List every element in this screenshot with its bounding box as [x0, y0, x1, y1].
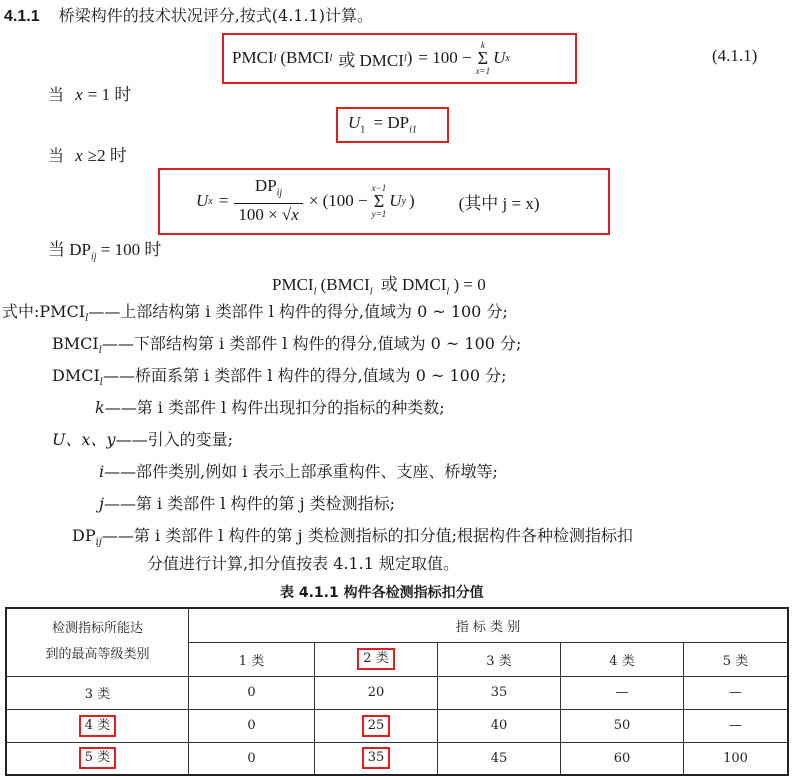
table-cell: 45	[438, 742, 561, 775]
definition-dmci: $DMCI_l——$桥面系第 i 类部件 l 构件的得分,值域为 0 ~ 100 分;	[52, 366, 507, 389]
definition-k: k——第 i 类部件 l 构件出现扣分的指标的种类数;	[95, 398, 445, 417]
column-header: 3 类	[438, 642, 561, 676]
row-label-highlight: 5 类	[79, 747, 116, 769]
table-row	[6, 676, 788, 709]
equation-ux: U x = $\frac{DP_{ij}}{100 \times √x}$ × (100 − x−1 Σ y=1 U y ) (其中 j = x)	[196, 175, 540, 225]
eq3-note: (其中 j = x)	[458, 193, 540, 213]
table-cell: —	[561, 676, 684, 709]
row-label: 3 类	[6, 676, 189, 709]
table-cell-highlight: 35	[362, 747, 391, 769]
eq3-fraction: $\frac{DP_{ij}}{100 \times √x}$	[234, 176, 302, 226]
row-label-highlight: 4 类	[79, 715, 116, 737]
definition-bmci: $BMCI_l——$下部结构第 i 类部件 l 构件的得分,值域为 0 ~ 100 分;	[52, 334, 522, 357]
table-cell: 40	[438, 709, 561, 742]
section-text: 桥梁构件的技术状况评分,按式(4.1.1)计算。	[58, 6, 373, 25]
section-heading	[4, 5, 373, 28]
table-cell: 50	[561, 709, 684, 742]
equation-u1: $U_1 = DP_{i1}$	[348, 113, 417, 136]
row-label	[6, 742, 189, 775]
condition-dp-100: 当 $DP_{ij} = 100$ 时	[48, 240, 162, 263]
eq3-sum: x−1 Σ y=1	[371, 183, 387, 219]
eq1-paren-open: (BMCI	[280, 48, 330, 67]
column-header	[315, 642, 438, 676]
section-number: 4.1.1	[4, 8, 40, 25]
table-caption: 表 4.1.1 构件各检测指标扣分值	[280, 585, 484, 601]
equation-zero: $PMCI_l$ ($BMCI_l$ 或 $DMCI_l$ ) = 0	[272, 275, 486, 298]
condition-x-ge-2: 当 x ≥2 时	[48, 146, 127, 165]
table-row	[6, 709, 788, 742]
table-cell	[315, 709, 438, 742]
definition-dpij-continued: 分值进行计算,扣分值按表 4.1.1 规定取值。	[147, 554, 459, 573]
eq1-sum: k Σ x=1	[475, 40, 491, 76]
eq1-lhs: PMCI	[232, 48, 274, 67]
row-header: 检测指标所能达 到的最高等级类别	[6, 608, 189, 676]
eq1-rhs: = 100 −	[418, 48, 472, 67]
definition-uxy: U、x、y——引入的变量;	[52, 430, 233, 449]
row-label	[6, 709, 189, 742]
table-cell: 60	[561, 742, 684, 775]
column-header: 1 类	[189, 642, 315, 676]
table-cell: —	[684, 709, 789, 742]
deduction-table	[5, 607, 789, 776]
table-cell-highlight: 25	[362, 715, 391, 737]
eq1-paren-close: )	[406, 48, 413, 67]
column-header-highlight: 2 类	[357, 648, 394, 670]
eq1-term: U	[493, 48, 506, 67]
equation-4-1-1: PMCI l (BMCI l 或 DMCI l ) = 100 − k Σ x=1 U x	[232, 40, 510, 76]
column-header: 5 类	[684, 642, 789, 676]
table-cell: 0	[189, 676, 315, 709]
table-cell: 20	[315, 676, 438, 709]
definition-j: j——第 i 类部件 l 构件的第 j 类检测指标;	[99, 494, 396, 513]
definition-pmci: 式中$:PMCI_l——$上部结构第 i 类部件 l 构件的得分,值域为 0 ~ 100 分;	[2, 302, 508, 325]
table-cell	[315, 742, 438, 775]
table-cell: 0	[189, 742, 315, 775]
sigma-symbol: Σ	[477, 48, 489, 68]
table-cell: 100	[684, 742, 789, 775]
table-row	[6, 742, 788, 775]
table-cell: 0	[189, 709, 315, 742]
equation-number: (4.1.1)	[712, 46, 758, 65]
definition-i: i——部件类别,例如 i 表示上部承重构件、支座、桥墩等;	[99, 462, 498, 481]
group-header: 指 标 类 别	[189, 608, 789, 642]
column-header: 4 类	[561, 642, 684, 676]
condition-x-equals-1: 当 x = 1 时	[48, 85, 132, 104]
eq1-or: 或 DMCI	[338, 50, 404, 70]
table-cell: —	[684, 676, 789, 709]
sigma-symbol: Σ	[373, 191, 385, 211]
definition-dpij: $DP_{ij}——$第 i 类部件 l 构件的第 j 类检测指标的扣分值;根据构件各种检测指标扣	[72, 526, 634, 549]
table-cell: 35	[438, 676, 561, 709]
